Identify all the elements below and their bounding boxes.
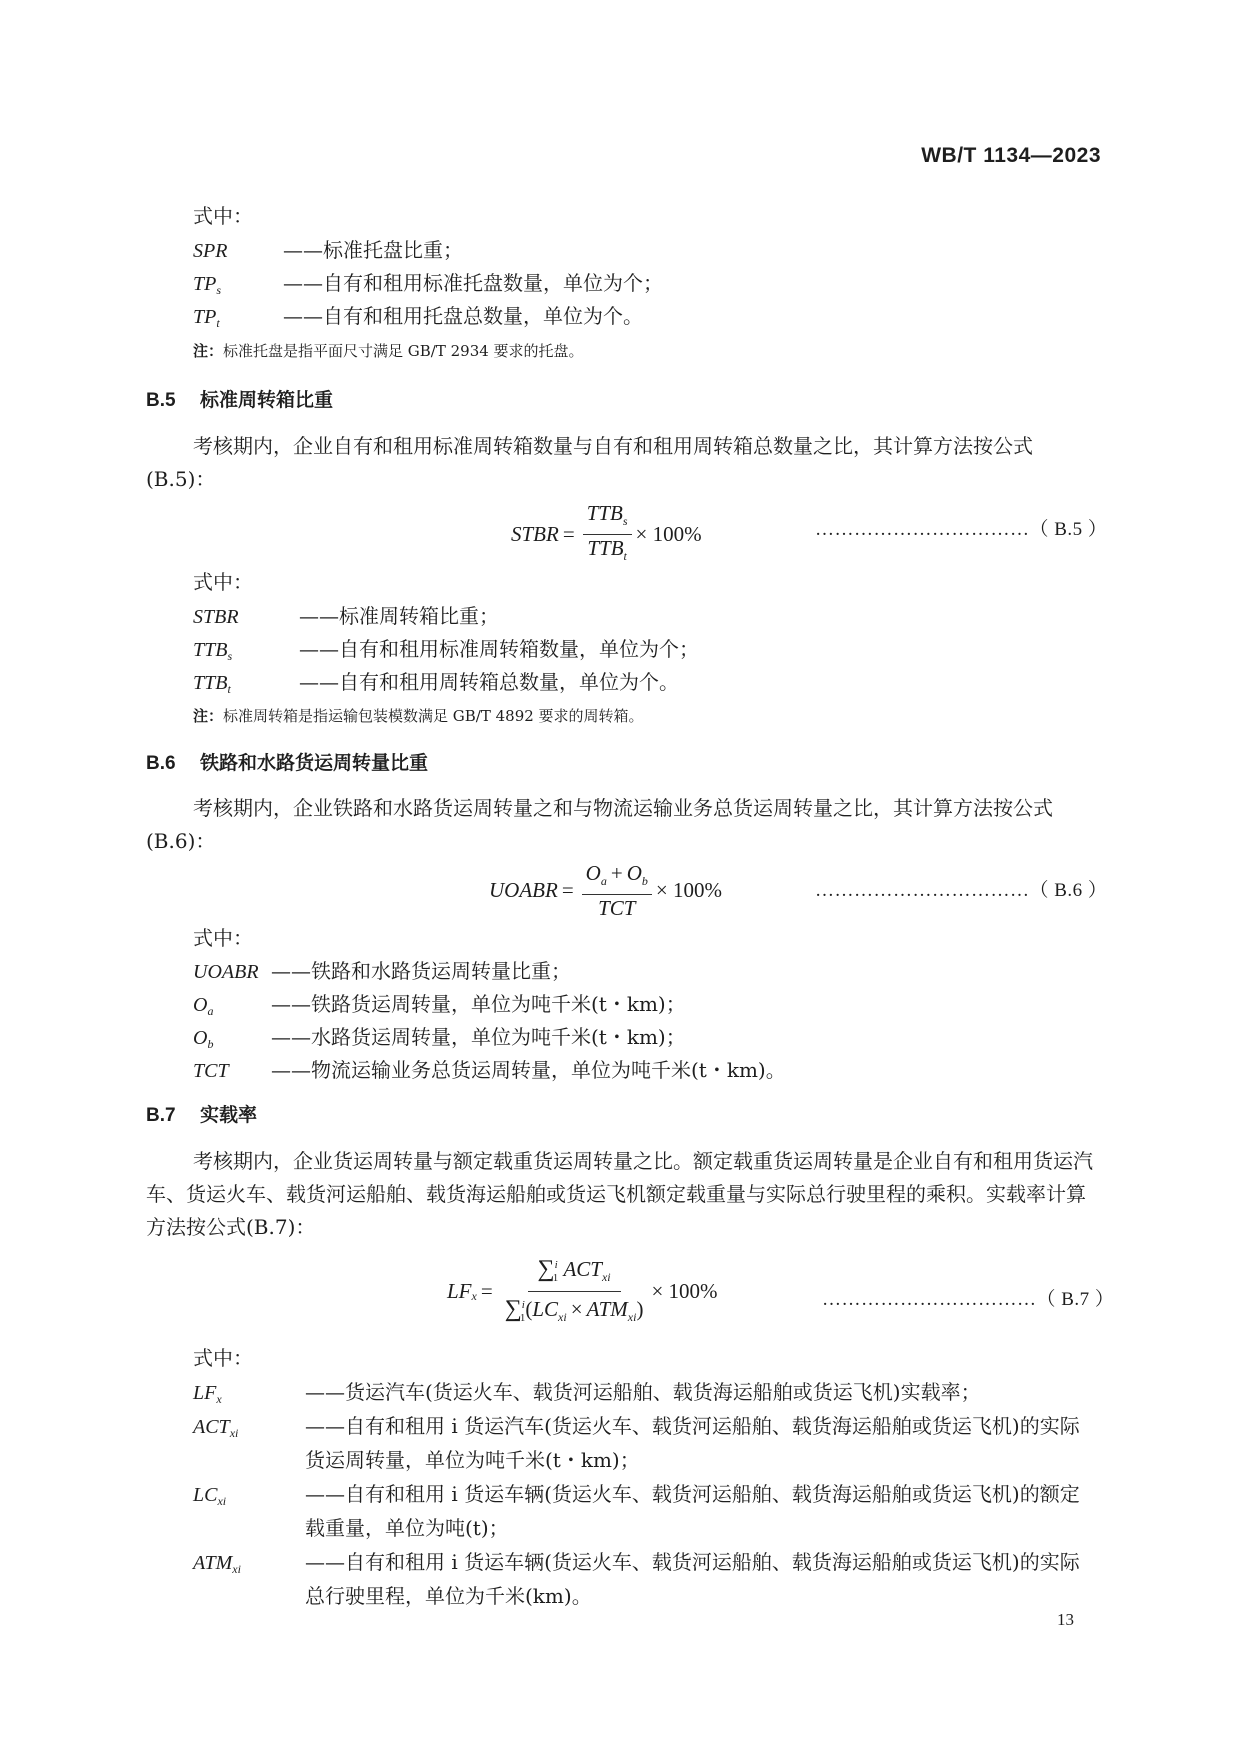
var-row: TCT ——物流运输业务总货运周转量，单位为吨千米(t・km)。 <box>193 1058 786 1082</box>
var-row: $LC_{xi}$ ——自有和租用 i 货运车辆(货运火车、载货河运船舶、载货海运船舶或货运飞机)的额定 <box>193 1482 1080 1508</box>
var-row <box>193 234 463 263</box>
formula-b7: LF $_x$ = $\frac{\sum^i_1 ACT_{xi}}{\sum^i_1(LC_{xi} \times ATM_{xi})}$ × 100% <box>447 1252 718 1331</box>
var-desc-continuation: 载重量，单位为吨(t)； <box>305 1516 509 1540</box>
var-row <box>193 267 663 298</box>
section-heading-b7: B.7 实载率 <box>146 1104 258 1126</box>
var-row: $LF_x$ ——货运汽车(货运火车、载货河运船舶、载货海运船舶或货运飞机)实载率； <box>193 1380 981 1406</box>
equation-number: ……………………………（ B.5 ） <box>815 519 1108 540</box>
section-paragraph: 考核期内，企业自有和租用标准周转箱数量与自有和租用周转箱总数量之比，其计算方法按公式(B.5)： <box>146 434 1033 491</box>
section-heading-b5: B.5 标准周转箱比重 <box>146 389 334 411</box>
equation-number: ……………………………（ B.6 ） <box>815 880 1108 901</box>
where-label: 式中： <box>193 1346 253 1370</box>
note: 注：标准周转箱是指运输包装模数满足 GB/T 4892 要求的周转箱。 <box>193 707 644 725</box>
var-symbol: $TP_t$ <box>193 306 220 330</box>
var-row: $ATM_{xi}$ ——自有和租用 i 货运车辆(货运火车、载货河运船舶、载货海运船舶或货运飞机)的实际 <box>193 1550 1080 1576</box>
equation-number: ……………………………（ B.7 ） <box>822 1289 1115 1310</box>
var-row: $O_b$ ——水路货运周转量，单位为吨千米(t・km)； <box>193 1025 686 1051</box>
var-desc-continuation: 货运周转量，单位为吨千米(t・km)； <box>305 1448 640 1472</box>
var-row: $TTB_s$ ——自有和租用标准周转箱数量，单位为个； <box>193 637 699 663</box>
var-row: STBR ——标准周转箱比重； <box>193 604 499 628</box>
note: 注：标准托盘是指平面尺寸满足 GB/T 2934 要求的托盘。 <box>193 342 584 360</box>
where-label: 式中： <box>193 204 253 228</box>
var-row <box>193 300 643 331</box>
var-desc: ——标准托盘比重； <box>283 238 463 262</box>
where-label: 式中： <box>193 570 253 594</box>
page-number: 13 <box>1057 1610 1074 1629</box>
formula-b5: STBR = $\frac{TTB_s}{TTB_t}$ × 100% <box>511 501 702 564</box>
var-symbol: SPR <box>193 240 228 262</box>
section-heading-b6: B.6 铁路和水路货运周转量比重 <box>146 752 429 774</box>
var-desc: ——自有和租用标准托盘数量，单位为个； <box>283 271 663 295</box>
section-paragraph: 考核期内，企业货运周转量与额定载重货运周转量之比。额定载重货运周转量是企业自有和租用货运汽车、货运火车、载货河运船舶、载货海运船舶或货运飞机额定载重量与实际总行驶里程的乘积。实载率计算方法按公式(B.7)： <box>146 1149 1093 1239</box>
formula-b6: UOABR = $\frac{O_a + O_b}{\text{TCT}}$ × 100% <box>489 861 722 921</box>
var-row: $O_a$ ——铁路货运周转量，单位为吨千米(t・km)； <box>193 992 686 1018</box>
var-row: $TTB_t$ ——自有和租用周转箱总数量，单位为个。 <box>193 670 679 696</box>
standard-code: WB/T 1134—2023 <box>921 144 1101 167</box>
var-desc: ——自有和租用托盘总数量，单位为个。 <box>283 304 643 328</box>
where-label: 式中： <box>193 926 253 950</box>
var-desc-continuation: 总行驶里程，单位为千米(km)。 <box>305 1584 592 1608</box>
section-paragraph: 考核期内，企业铁路和水路货运周转量之和与物流运输业务总货运周转量之比，其计算方法按公式(B.6)： <box>146 796 1053 853</box>
var-symbol: $TP_s$ <box>193 273 222 297</box>
var-row: UOABR ——铁路和水路货运周转量比重； <box>193 959 571 983</box>
var-row: $ACT_{xi}$ ——自有和租用 i 货运汽车(货运火车、载货河运船舶、载货海运船舶或货运飞机)的实际 <box>193 1414 1080 1440</box>
